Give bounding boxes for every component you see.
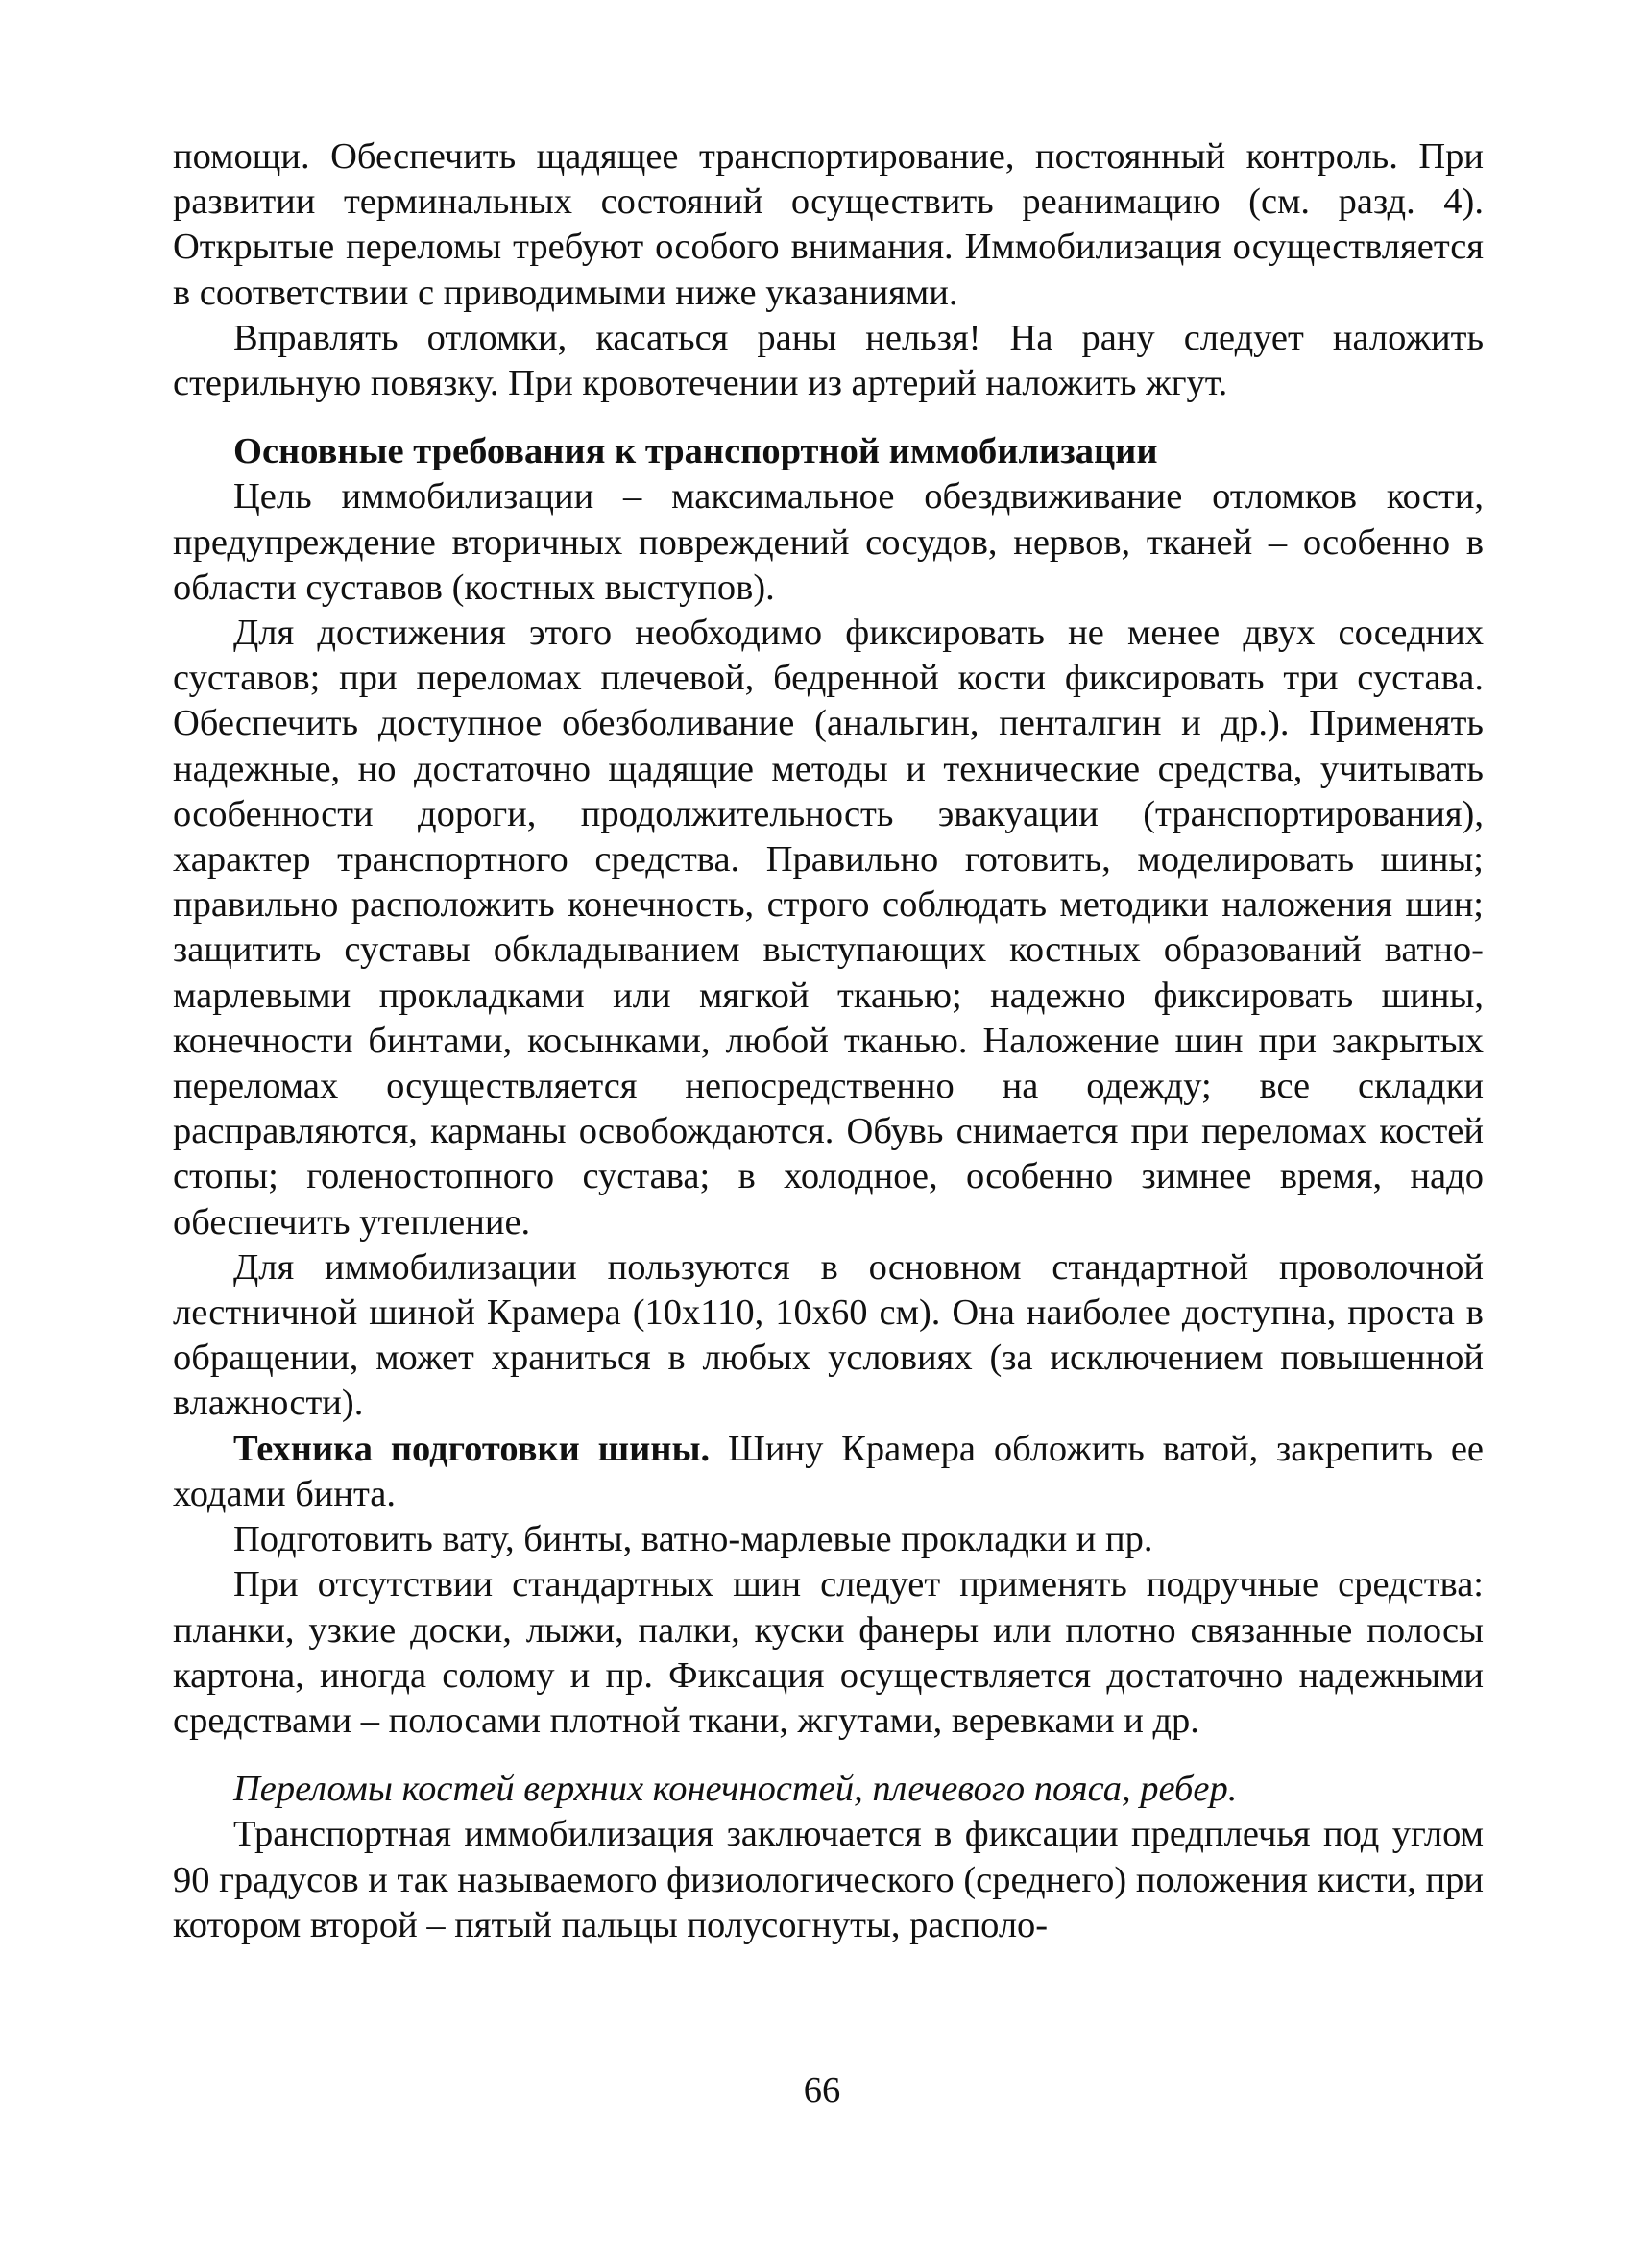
- splint-technique-label: Техника подготовки шины.: [233, 1428, 711, 1469]
- paragraph-immobilization: Транспортная иммобилизация заключается в фиксации предплечья под углом 90 градусов и так называемого физиологического (среднего) положения кисти, при котором второй – пятый пальцы полусогнуты, располо-: [173, 1814, 1484, 1945]
- section-heading-upper-limbs: Переломы костей верхних конечностей, плечевого пояса, ребер.: [233, 1769, 1238, 1810]
- paragraph-improvised: При отсутствии стандартных шин следует применять подручные средства: планки, узкие доски, лыжи, палки, куски фанеры или плотно связанные полосы картона, иногда солому и пр. Фиксация осуществляется достаточно надежными средствами – полосами плотной ткани, жгутами, веревками и др.: [173, 1564, 1484, 1741]
- paragraph-continuation: помощи. Обеспечить щадящее транспортирование, постоянный контроль. При развитии терминальных состояний осуществить реанимацию (см. разд. 4). Открытые переломы требуют особого внимания. Иммобилизация осуществляется в соответствии с приводимыми ниже указаниями.: [173, 136, 1484, 313]
- page-number: 66: [803, 2070, 841, 2111]
- paragraph-kramer-splint: Для иммобилизации пользуются в основном стандартной проволочной лестничной шиной Крамера (10х110, 10х60 см). Она наиболее доступна, проста в обращении, может храниться в любых условиях (за исключением повышенной влажности).: [173, 1246, 1484, 1424]
- paragraph-splint-technique: [173, 1427, 1484, 1517]
- paragraph-warning: Вправлять отломки, касаться раны нельзя! На рану следует наложить стерильную повязку. При кровотечении из артерий наложить жгут.: [173, 317, 1484, 404]
- paragraph-method: Для достижения этого необходимо фиксировать не менее двух соседних суставов; при переломах плечевой, бедренной кости фиксировать три сустава. Обеспечить доступное обезболивание (анальгин, пенталгин и др.). Применять надежные, но достаточно щадящие методы и технические средства, учитывать особенности дороги, продолжительность эвакуации (транспортирования), характер транспортного средства. Правильно готовить, моделировать шины; правильно расположить конечность, строго соблюдать методики наложения шин; защитить суставы обкладыванием выступающих костных образований ватно-марлевыми прокладками или мягкой тканью; надежно фиксировать шины, конечности бинтами, косынками, любой тканью. Наложение шин при закрытых переломах осуществляется непосредственно на одежду; все складки расправляются, карманы освобождаются. Обувь снимается при переломах костей стопы; голеностопного сустава; в холодное, особенно зимнее время, надо обеспечить утепление.: [173, 613, 1484, 1243]
- page-body: [173, 134, 1484, 1948]
- section-heading-requirements: Основные требования к транспортной иммобилизации: [233, 431, 1158, 472]
- splint-technique-text: Шину Крамера обложить ватой, закрепить ее ходами бинта.: [173, 1428, 1484, 1514]
- paragraph-prepare: Подготовить вату, бинты, ватно-марлевые прокладки и пр.: [233, 1519, 1153, 1560]
- paragraph-goal: Цель иммобилизации – максимальное обездвиживание отломков кости, предупреждение вторичных повреждений сосудов, нервов, тканей – особенно в области суставов (костных выступов).: [173, 476, 1484, 608]
